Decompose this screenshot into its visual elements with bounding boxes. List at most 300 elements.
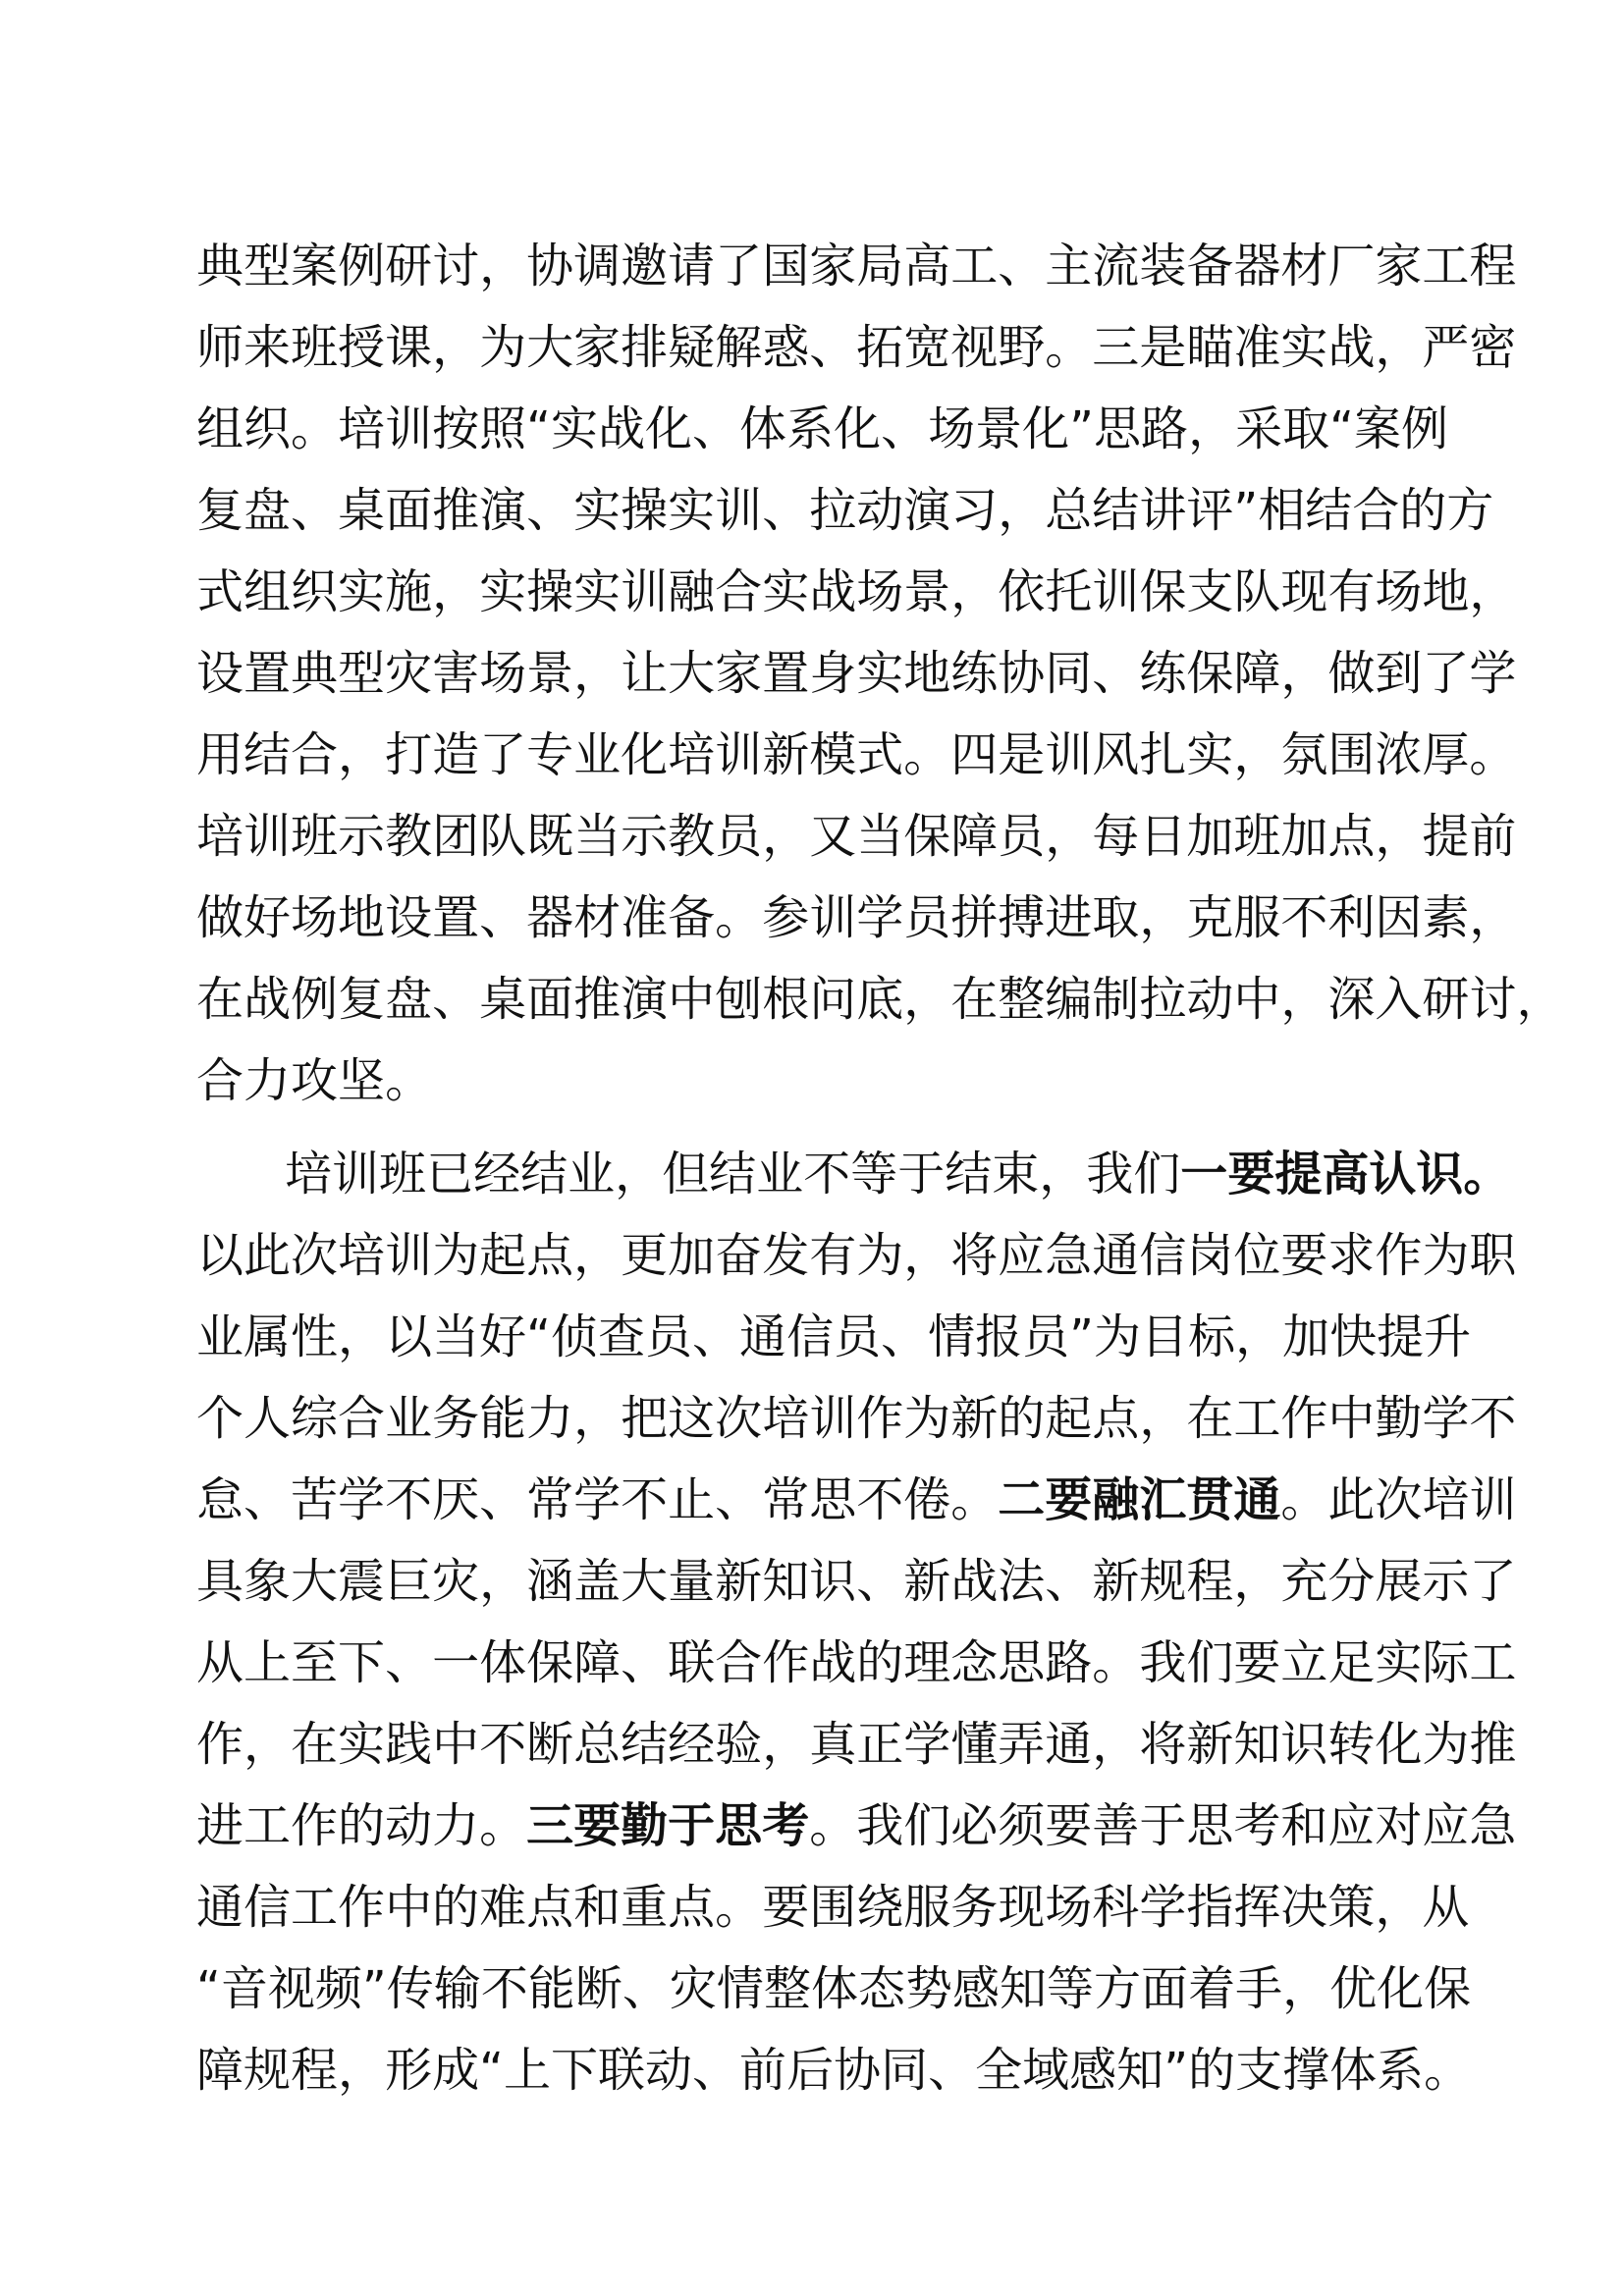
char: 为 <box>903 1391 951 1446</box>
char: 疑 <box>668 320 716 375</box>
text-line <box>196 1460 1517 1541</box>
char: 。 <box>1469 727 1517 782</box>
char: 点 <box>668 1880 716 1935</box>
char: 班 <box>379 1147 427 1201</box>
char: ， <box>1469 890 1517 945</box>
char: 地 <box>338 890 386 945</box>
char: 体 <box>1329 2043 1378 2098</box>
bold-char: 。 <box>1463 1147 1511 1201</box>
char: 按 <box>432 401 480 456</box>
char: 场 <box>1045 1880 1093 1935</box>
char: ， <box>1280 646 1328 701</box>
char: 作 <box>196 1717 244 1772</box>
char: 验 <box>715 1717 763 1772</box>
text-line <box>196 796 1517 878</box>
char: 授 <box>338 320 386 375</box>
char: 学 <box>1422 1391 1470 1446</box>
char: 业 <box>385 1391 433 1446</box>
bold-char: 思 <box>715 1798 763 1853</box>
char: 培 <box>338 401 386 456</box>
char: ， <box>1139 890 1187 945</box>
char: 必 <box>950 1798 999 1853</box>
char: 排 <box>621 320 669 375</box>
char: 协 <box>834 2043 882 2098</box>
bold-char: 要 <box>573 1798 622 1853</box>
char: 托 <box>1045 564 1093 619</box>
char: 、 <box>856 1554 904 1609</box>
char: 景 <box>903 564 951 619</box>
char: 练 <box>1139 646 1187 701</box>
char: 不 <box>479 1717 527 1772</box>
char: 从 <box>1422 1880 1470 1935</box>
char: 际 <box>1422 1635 1470 1690</box>
char: 氛 <box>1280 727 1328 782</box>
char: 面 <box>385 483 433 538</box>
char: 场 <box>928 401 976 456</box>
char: 化 <box>1377 1961 1425 2016</box>
char: 力 <box>244 1053 292 1108</box>
char: 、 <box>479 890 527 945</box>
char: 害 <box>432 646 480 701</box>
char: 学 <box>1139 1880 1187 1935</box>
char: “ <box>1329 401 1354 456</box>
char: 演 <box>479 483 527 538</box>
paragraph-gap <box>196 1122 1443 1134</box>
char: 推 <box>432 483 480 538</box>
char: 演 <box>621 972 669 1027</box>
char: 知 <box>762 1554 810 1609</box>
char: 组 <box>244 564 292 619</box>
char: 解 <box>715 320 763 375</box>
char: 位 <box>1233 1228 1281 1283</box>
char: 体 <box>739 401 787 456</box>
char: 感 <box>1069 2043 1117 2098</box>
char: 等 <box>850 1147 898 1201</box>
char: ” <box>1069 401 1095 456</box>
char: 灾 <box>432 1554 480 1609</box>
char: 新 <box>950 1391 999 1446</box>
char: 业 <box>756 1147 804 1201</box>
char: 方 <box>1094 1961 1142 2016</box>
char: 怠 <box>196 1472 244 1527</box>
char: 推 <box>1469 1717 1517 1772</box>
char: 班 <box>291 809 339 864</box>
bold-char: 通 <box>1233 1472 1281 1527</box>
char: 习 <box>950 483 999 538</box>
char: 力 <box>432 1798 480 1853</box>
char: 。 <box>903 727 951 782</box>
char: 通 <box>1092 1228 1140 1283</box>
char: 专 <box>526 727 574 782</box>
char: 整 <box>763 1961 811 2016</box>
char: 法 <box>998 1554 1046 1609</box>
char: 决 <box>1280 1880 1328 1935</box>
char: 结 <box>709 1147 757 1201</box>
char: 依 <box>998 564 1046 619</box>
char: 景 <box>975 401 1023 456</box>
char: 此 <box>1327 1472 1376 1527</box>
char: ， <box>244 1717 292 1772</box>
bold-char: 融 <box>1092 1472 1140 1527</box>
text-line <box>196 878 1517 959</box>
char: 邀 <box>621 239 669 294</box>
char: 材 <box>573 890 622 945</box>
char: 束 <box>992 1147 1040 1201</box>
char: 我 <box>856 1798 904 1853</box>
char: 传 <box>386 1961 434 2016</box>
char: 班 <box>291 320 339 375</box>
char: 有 <box>809 1228 857 1283</box>
char: 但 <box>662 1147 710 1201</box>
char: 不 <box>1280 890 1328 945</box>
char: 浓 <box>1375 727 1423 782</box>
char: 准 <box>1233 320 1281 375</box>
char: 不 <box>803 1147 851 1201</box>
char: 式 <box>196 564 244 619</box>
char: 采 <box>1235 401 1283 456</box>
char: ， <box>338 2043 386 2098</box>
char: 理 <box>903 1635 951 1690</box>
char: 作 <box>1375 1228 1423 1283</box>
char: 、 <box>1045 1554 1093 1609</box>
char: 下 <box>550 2043 598 2098</box>
char: 学 <box>1469 646 1517 701</box>
char: 路 <box>1045 1635 1093 1690</box>
char: 编 <box>1045 972 1093 1027</box>
bold-char: 汇 <box>1139 1472 1187 1527</box>
char: 一 <box>432 1635 480 1690</box>
char: 场 <box>479 646 527 701</box>
text-line <box>196 307 1517 389</box>
document-body <box>196 226 1564 2111</box>
char: 涵 <box>526 1554 574 1609</box>
char: 员 <box>903 890 951 945</box>
char: ， <box>479 239 527 294</box>
char: 调 <box>573 239 622 294</box>
char: ， <box>998 483 1046 538</box>
char: 是 <box>998 727 1046 782</box>
char: ， <box>432 320 480 375</box>
char: 提 <box>1422 809 1470 864</box>
char: 不 <box>856 1472 904 1527</box>
char: 大 <box>621 1554 669 1609</box>
char: 搏 <box>998 890 1046 945</box>
char: “ <box>526 401 551 456</box>
char: 新 <box>1092 1554 1140 1609</box>
char: 严 <box>1422 320 1470 375</box>
char: 指 <box>1186 1880 1234 1935</box>
char: ， <box>1375 809 1423 864</box>
char: 在 <box>950 972 999 1027</box>
char: 的 <box>856 1635 904 1690</box>
char: 员 <box>998 809 1046 864</box>
char: 震 <box>338 1554 386 1609</box>
char: 示 <box>338 809 386 864</box>
char: 作 <box>291 1798 339 1853</box>
char: 备 <box>668 890 716 945</box>
char: 结 <box>244 727 292 782</box>
char: 不 <box>621 1472 669 1527</box>
char: 实 <box>573 564 622 619</box>
char: 障 <box>573 1635 622 1690</box>
char: 、 <box>692 401 740 456</box>
char: 工 <box>291 1880 339 1935</box>
char: 为 <box>1094 1309 1142 1364</box>
char: 急 <box>1469 1798 1517 1853</box>
char: 进 <box>196 1798 244 1853</box>
char: 化 <box>1375 1717 1423 1772</box>
char: 岗 <box>1186 1228 1234 1283</box>
char: 综 <box>291 1391 339 1446</box>
char: 急 <box>1045 1228 1093 1283</box>
char: 又 <box>809 809 857 864</box>
char: 战 <box>809 1635 857 1690</box>
char: 规 <box>244 2043 292 2098</box>
char: ， <box>573 1228 622 1283</box>
char: 输 <box>433 1961 481 2016</box>
char: 着 <box>1188 1961 1236 2016</box>
char: 对 <box>1375 1798 1423 1853</box>
char: 取 <box>1282 401 1330 456</box>
char: 考 <box>1233 1798 1281 1853</box>
char: 止 <box>668 1472 716 1527</box>
char: 标 <box>1188 1309 1236 1364</box>
char: ， <box>615 1147 663 1201</box>
char: 工 <box>1469 1635 1517 1690</box>
char: 典 <box>196 239 244 294</box>
char: 新 <box>762 727 810 782</box>
char: 不 <box>480 1961 528 2016</box>
char: 师 <box>196 320 244 375</box>
char: 动 <box>645 2043 693 2098</box>
char: 例 <box>338 239 386 294</box>
char: 团 <box>432 809 480 864</box>
char: 研 <box>1422 972 1470 1027</box>
char: 作 <box>1280 1391 1328 1446</box>
char: 路 <box>1141 401 1189 456</box>
char: 足 <box>1327 1635 1376 1690</box>
char: 流 <box>1092 239 1140 294</box>
char: 要 <box>1280 1228 1328 1283</box>
char: 次 <box>1375 1472 1423 1527</box>
char: 信 <box>1139 1228 1187 1283</box>
char: 手 <box>1235 1961 1283 2016</box>
bold-char: 一 <box>1180 1147 1228 1201</box>
char: 合 <box>715 1635 763 1690</box>
char: ” <box>1233 483 1259 538</box>
text-line <box>196 2030 1472 2111</box>
char: 拓 <box>856 320 904 375</box>
char: 量 <box>668 1554 716 1609</box>
char: 加 <box>1186 809 1234 864</box>
char: 面 <box>1141 1961 1189 2016</box>
char: 具 <box>196 1554 244 1609</box>
char: 保 <box>526 1635 574 1690</box>
char: 培 <box>668 727 716 782</box>
char: 常 <box>526 1472 574 1527</box>
char: 。 <box>1092 1635 1140 1690</box>
char: 训 <box>715 483 763 538</box>
char: 相 <box>1258 483 1306 538</box>
char: 、 <box>881 1309 929 1364</box>
char: 施 <box>385 564 433 619</box>
char: 合 <box>291 727 339 782</box>
char: 桌 <box>479 972 527 1027</box>
char: 点 <box>526 1880 574 1935</box>
char: 知 <box>1116 2043 1164 2098</box>
char: 模 <box>809 727 857 782</box>
char: 扎 <box>1139 727 1187 782</box>
char: 从 <box>196 1635 244 1690</box>
char: 作 <box>856 1391 904 1446</box>
char: 教 <box>385 809 433 864</box>
char: 频 <box>314 1961 362 2016</box>
char: 升 <box>1424 1309 1472 1364</box>
char: 全 <box>975 2043 1023 2098</box>
char: 务 <box>432 1391 480 1446</box>
char: 、 <box>692 1309 740 1364</box>
char: 科 <box>1092 1880 1140 1935</box>
text-line <box>196 389 1449 470</box>
char: 新 <box>715 1554 763 1609</box>
char: 教 <box>668 809 716 864</box>
char: 型 <box>338 646 386 701</box>
char: ， <box>1516 972 1564 1027</box>
char: 练 <box>950 646 999 701</box>
char: 总 <box>1045 483 1093 538</box>
char: 了 <box>1422 646 1470 701</box>
char: 照 <box>479 401 527 456</box>
char: 攻 <box>291 1053 339 1108</box>
char: 已 <box>426 1147 474 1201</box>
char: 断 <box>526 1717 574 1772</box>
char: ， <box>479 1554 527 1609</box>
char: 结 <box>520 1147 568 1201</box>
char: 。 <box>1280 1472 1328 1527</box>
char: 情 <box>928 1309 976 1364</box>
char: 须 <box>998 1798 1046 1853</box>
char: 大 <box>291 1554 339 1609</box>
char: 至 <box>291 1635 339 1690</box>
char: 上 <box>503 2043 551 2098</box>
char: 素 <box>1422 890 1470 945</box>
char: 规 <box>1139 1554 1187 1609</box>
char: 家 <box>809 239 857 294</box>
char: 合 <box>338 1391 386 1446</box>
char: 起 <box>479 1228 527 1283</box>
char: 案 <box>291 239 339 294</box>
char: 合 <box>196 1053 244 1108</box>
paragraph <box>196 1134 1517 2111</box>
char: 以 <box>385 1309 433 1364</box>
char: ” <box>361 1961 387 2016</box>
char: 求 <box>1327 1228 1376 1283</box>
char: 作 <box>338 1880 386 1935</box>
char: ， <box>762 1717 810 1772</box>
char: ， <box>950 564 999 619</box>
char: 中 <box>1233 972 1281 1027</box>
char: 系 <box>1377 2043 1425 2098</box>
char: 保 <box>1424 1961 1472 2016</box>
char: 。 <box>950 1472 999 1527</box>
char: 加 <box>1280 809 1328 864</box>
char: 态 <box>857 1961 905 2016</box>
char: 实 <box>479 564 527 619</box>
char: 器 <box>1233 239 1281 294</box>
text-line <box>196 959 1564 1041</box>
char: 把 <box>621 1391 669 1446</box>
char: 问 <box>809 972 857 1027</box>
char: 制 <box>1092 972 1140 1027</box>
char: 业 <box>573 727 622 782</box>
char: 善 <box>1092 1798 1140 1853</box>
char: 动 <box>1186 972 1234 1027</box>
char: 业 <box>196 1309 244 1364</box>
char: 动 <box>385 1798 433 1853</box>
char: 。 <box>809 1798 857 1853</box>
text-line <box>196 1541 1517 1623</box>
char: 知 <box>1000 1961 1048 2016</box>
char: 点 <box>1092 1391 1140 1446</box>
char: 业 <box>568 1147 616 1201</box>
char: 前 <box>1469 809 1517 864</box>
bold-char: 认 <box>1369 1147 1417 1201</box>
char: 家 <box>715 646 763 701</box>
char: 以 <box>196 1228 244 1283</box>
char: 训 <box>1045 727 1093 782</box>
char: 巨 <box>385 1554 433 1609</box>
char: 复 <box>338 972 386 1027</box>
text-line <box>196 1215 1517 1297</box>
char: 围 <box>809 1880 857 1935</box>
char: ， <box>1375 1880 1423 1935</box>
char: 战 <box>809 564 857 619</box>
char: 念 <box>950 1635 999 1690</box>
char: 员 <box>715 809 763 864</box>
char: 现 <box>1280 564 1328 619</box>
char: 化 <box>621 727 669 782</box>
char: 、 <box>715 1472 763 1527</box>
char: 局 <box>856 239 904 294</box>
char: 弄 <box>998 1717 1046 1772</box>
char: 化 <box>645 401 693 456</box>
char: 身 <box>809 646 857 701</box>
char: 加 <box>668 1228 716 1283</box>
char: 刨 <box>715 972 763 1027</box>
char: 保 <box>903 809 951 864</box>
char: 要 <box>1045 1798 1093 1853</box>
char: 经 <box>473 1147 521 1201</box>
char: 型 <box>244 239 292 294</box>
char: 发 <box>762 1228 810 1283</box>
char: 培 <box>762 1391 810 1446</box>
char: 了 <box>479 727 527 782</box>
char: 每 <box>1092 809 1140 864</box>
char: 通 <box>739 1309 787 1364</box>
char: 要 <box>1233 1635 1281 1690</box>
char: 景 <box>526 646 574 701</box>
text-line <box>196 1786 1517 1867</box>
char: 的 <box>338 1798 386 1853</box>
char: 盖 <box>573 1554 622 1609</box>
text-line <box>196 1867 1470 1949</box>
char: ， <box>903 1228 951 1283</box>
char: ” <box>1069 1309 1095 1364</box>
char: 合 <box>1352 483 1400 538</box>
char: 快 <box>1329 1309 1378 1364</box>
char: 常 <box>762 1472 810 1527</box>
char: 下 <box>338 1635 386 1690</box>
